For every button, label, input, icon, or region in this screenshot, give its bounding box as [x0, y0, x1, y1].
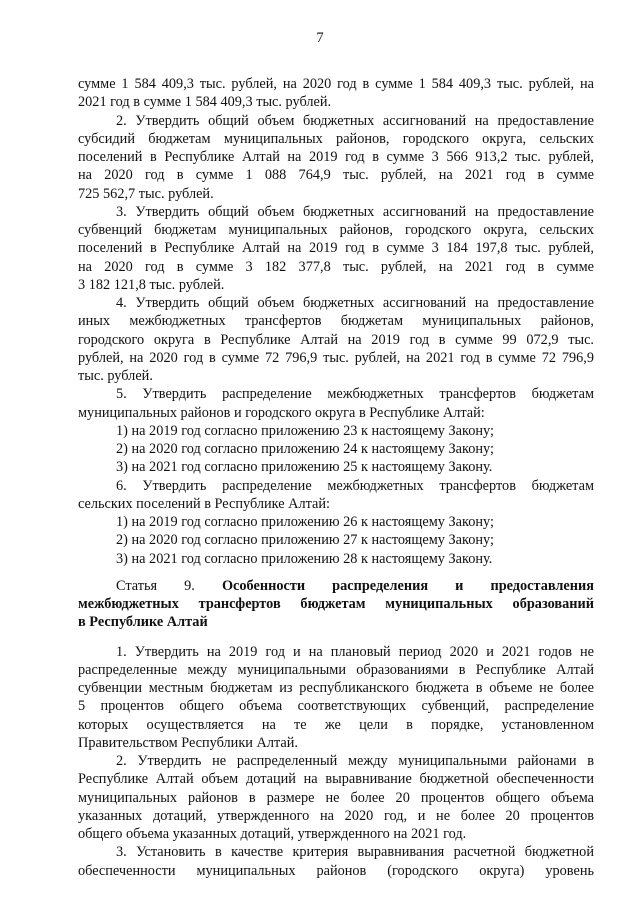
text-line: распределенные между муниципальными образованиями в Республике Алтай — [78, 661, 594, 678]
text-line: муниципальных районов и городского округа в Республике Алтай: — [78, 404, 485, 421]
article-label: Статья 9. — [116, 577, 195, 594]
text-line: поселений в Республике Алтай на 2019 год в сумме 3 566 913,2 тыс. рублей, — [78, 149, 594, 165]
text-line: на 2020 год в сумме 1 088 764,9 тыс. рублей, на 2021 год в сумме — [78, 167, 594, 184]
text-line: городского округа в Республике Алтай на 2019 год в сумме 99 072,9 тыс. — [78, 331, 594, 348]
paragraph-start: 1. Утвердить на 2019 год и на плановый период 2020 и 2021 годов не — [116, 643, 594, 660]
text-line: общего объема указанных дотаций, утвержденного на 2021 год. — [78, 826, 467, 842]
paragraph-start: 3. Утвердить общий объем бюджетных ассигнований на предоставление — [116, 203, 594, 220]
article-heading-line-1 — [78, 577, 594, 595]
text-line: субсидий бюджетам муниципальных районов, городского округа, сельских — [78, 130, 594, 147]
article-heading — [78, 577, 594, 632]
text-line: сельских поселений в Республике Алтай: — [78, 495, 331, 512]
text-line: которых осуществляется на те же цели в порядке, установленном — [78, 716, 594, 733]
list-item: 1) на 2019 год согласно приложению 23 к настоящему Закону; — [116, 422, 494, 439]
article-title-part-1: Особенности распределения и предоставления — [221, 577, 594, 594]
text-line: 3 182 121,8 тыс. рублей. — [78, 276, 225, 293]
spacer — [78, 632, 594, 643]
text-line: 5 процентов общего объема соответствующих субвенций, распределение — [78, 698, 594, 715]
text-line: муниципальных районов в размере не более 20 процентов общего объема — [78, 789, 594, 806]
text-line: на 2020 год в сумме 3 182 377,8 тыс. рублей, на 2021 год в сумме — [78, 258, 594, 275]
text-line: 2021 год в сумме 1 584 409,3 тыс. рублей. — [78, 94, 332, 111]
text-line: поселений в Республике Алтай на 2019 год в сумме 3 184 197,8 тыс. рублей, — [78, 240, 594, 257]
paragraph-start: 4. Утвердить общий объем бюджетных ассигнований на предоставление — [116, 295, 594, 311]
paragraph-start: 6. Утвердить распределение межбюджетных трансфертов бюджетам — [116, 477, 594, 494]
text-line: рублей, на 2020 год в сумме 72 796,9 тыс. рублей, на 2021 год в сумме 72 796,9 — [78, 349, 594, 366]
page-number: 7 — [316, 30, 324, 46]
list-item: 3) на 2021 год согласно приложению 25 к настоящему Закону. — [116, 459, 493, 476]
text-line: сумме 1 584 409,3 тыс. рублей, на 2020 год в сумме 1 584 409,3 тыс. рублей, на — [78, 76, 594, 92]
article-title-part-2: межбюджетных трансфертов бюджетам муниципальных образований — [78, 596, 594, 612]
text-line: иных межбюджетных трансфертов бюджетам муниципальных районов, — [78, 313, 594, 330]
list-item: 1) на 2019 год согласно приложению 26 к настоящему Закону; — [116, 514, 494, 530]
list-item: 2) на 2020 год согласно приложению 24 к настоящему Закону; — [116, 441, 494, 457]
paragraph-start: 2. Утвердить не распределенный между муниципальными районами в — [116, 753, 594, 769]
text-line: тыс. рублей. — [78, 368, 153, 384]
text-line: субвенций бюджетам муниципальных районов, городского округа, сельских — [78, 222, 594, 238]
paragraph-start: 3. Установить в качестве критерия выравнивания расчетной бюджетной — [116, 844, 594, 861]
text-line: 725 562,7 тыс. рублей. — [78, 185, 214, 202]
paragraph-start: 2. Утвердить общий объем бюджетных ассигнований на предоставление — [116, 112, 594, 129]
article-title-part-3: в Республике Алтай — [78, 614, 208, 631]
text-line: указанных дотаций, утвержденного на 2020 год, и не более 20 процентов — [78, 807, 594, 824]
list-item: 2) на 2020 год согласно приложению 27 к настоящему Закону; — [116, 532, 494, 549]
spacer — [78, 568, 594, 577]
text-line: субвенции местным бюджетам из республиканского бюджета в объеме не более — [78, 680, 594, 696]
document-body — [78, 75, 594, 880]
text-line: Правительством Республики Алтай. — [78, 734, 298, 751]
text-line: Республике Алтай объем дотаций на выравнивание бюджетной обеспеченности — [78, 771, 594, 788]
paragraph-start: 5. Утвердить распределение межбюджетных трансфертов бюджетам — [116, 386, 594, 403]
text-line: обеспеченности муниципальных районов (городского округа) уровень — [78, 862, 594, 879]
list-item: 3) на 2021 год согласно приложению 28 к настоящему Закону. — [116, 550, 493, 567]
